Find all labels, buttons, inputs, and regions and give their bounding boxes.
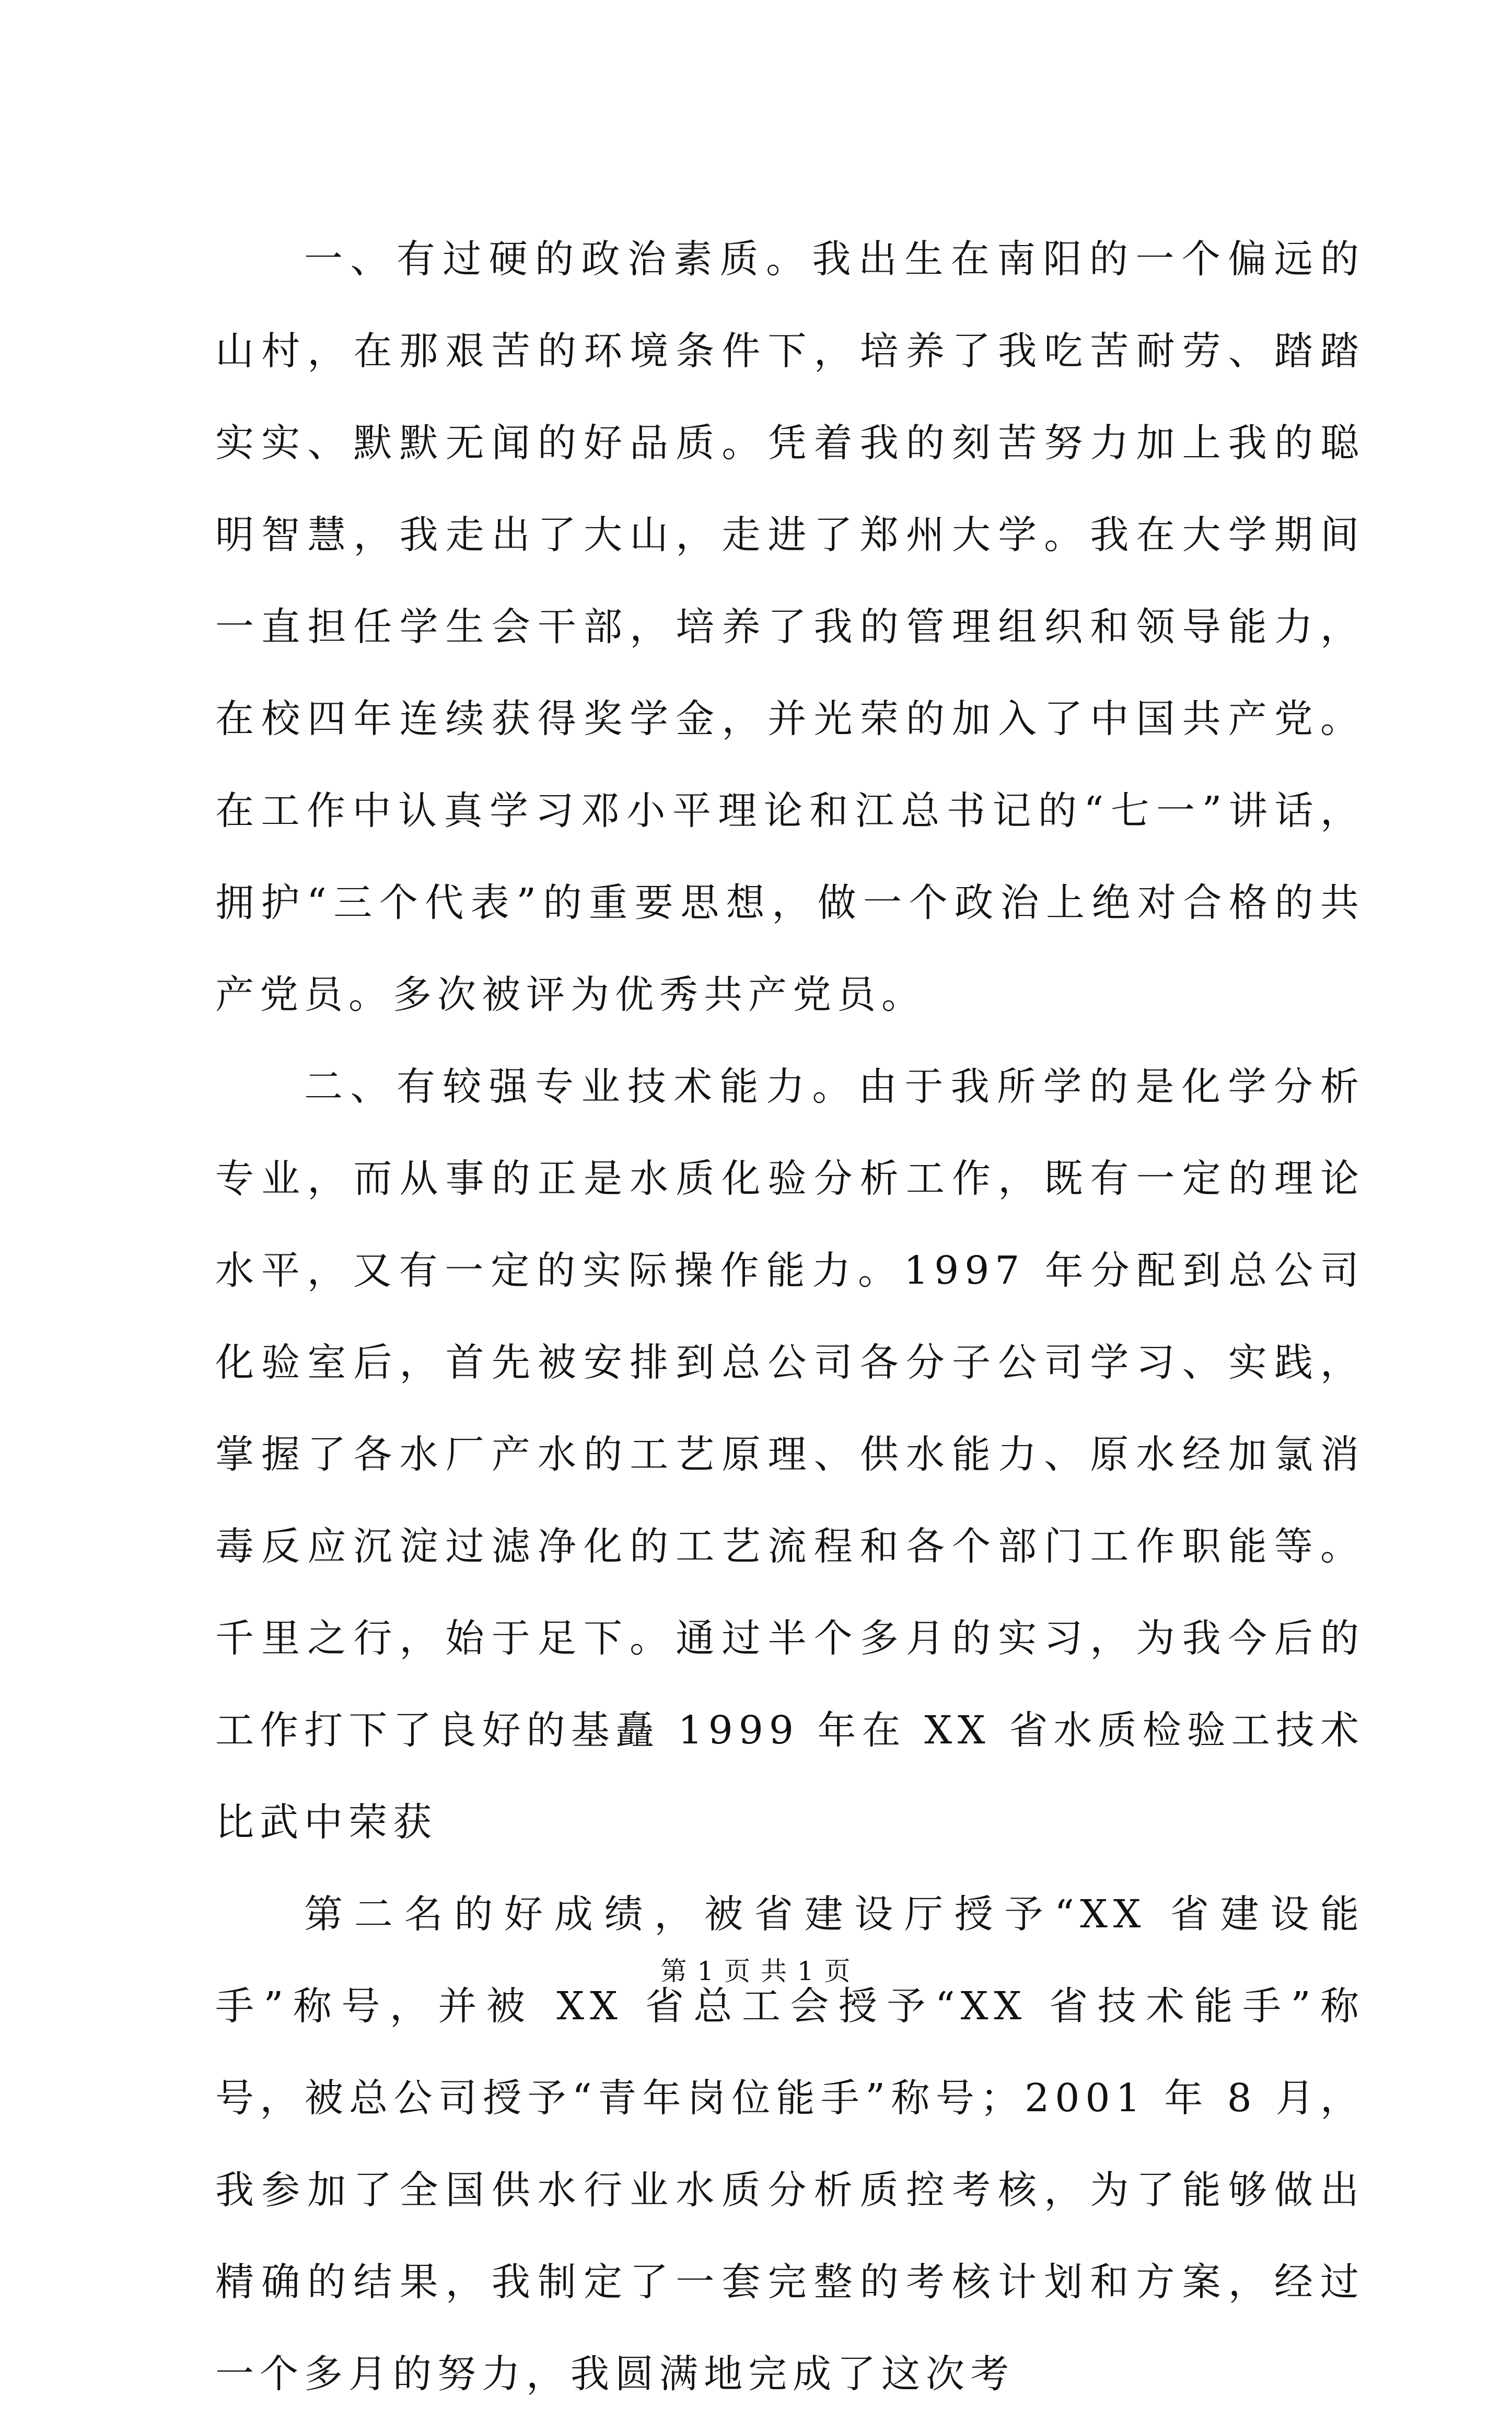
page-number-footer: 第 1 页 共 1 页 <box>660 1956 852 1986</box>
paragraph-achievements: 第二名的好成绩，被省建设厅授予“XX 省建设能手”称号，并被 XX 省总工会授予“XX 省技术能手”称号，被总公司授予“青年岗位能手”称号；2001 年 8 月，我参加了全国供水行业水质分析质控考核，为了能够做出精确的结果，我制定了一套完整的考核计划和方案，经过一个多月的努力，我圆满地完成了这次考 <box>215 1892 1365 2396</box>
document-body <box>215 213 1365 2420</box>
paragraph-technical-ability: 二、有较强专业技术能力。由于我所学的是化学分析专业，而从事的正是水质化验分析工作，既有一定的理论水平，又有一定的实际操作能力。1997 年分配到总公司化验室后，首先被安排到总公司各分子公司学习、实践，掌握了各水厂产水的工艺原理、供水能力、原水经加氯消毒反应沉淀过滤净化的工艺流程和各个部门工作职能等。千里之行，始于足下。通过半个多月的实习，为我今后的工作打下了良好的基矗 1999 年在 XX 省水质检验工技术比武中荣获 <box>215 1064 1365 1845</box>
paragraph-political-quality: 一、有过硬的政治素质。我出生在南阳的一个偏远的山村，在那艰苦的环境条件下，培养了我吃苦耐劳、踏踏实实、默默无闻的好品质。凭着我的刻苦努力加上我的聪明智慧，我走出了大山，走进了郑州大学。我在大学期间一直担任学生会干部，培养了我的管理组织和领导能力，在校四年连续获得奖学金，并光荣的加入了中国共产党。在工作中认真学习邓小平理论和江总书记的“七一”讲话，拥护“三个代表”的重要思想，做一个政治上绝对合格的共产党员。多次被评为优秀共产党员。 <box>215 237 1365 1017</box>
